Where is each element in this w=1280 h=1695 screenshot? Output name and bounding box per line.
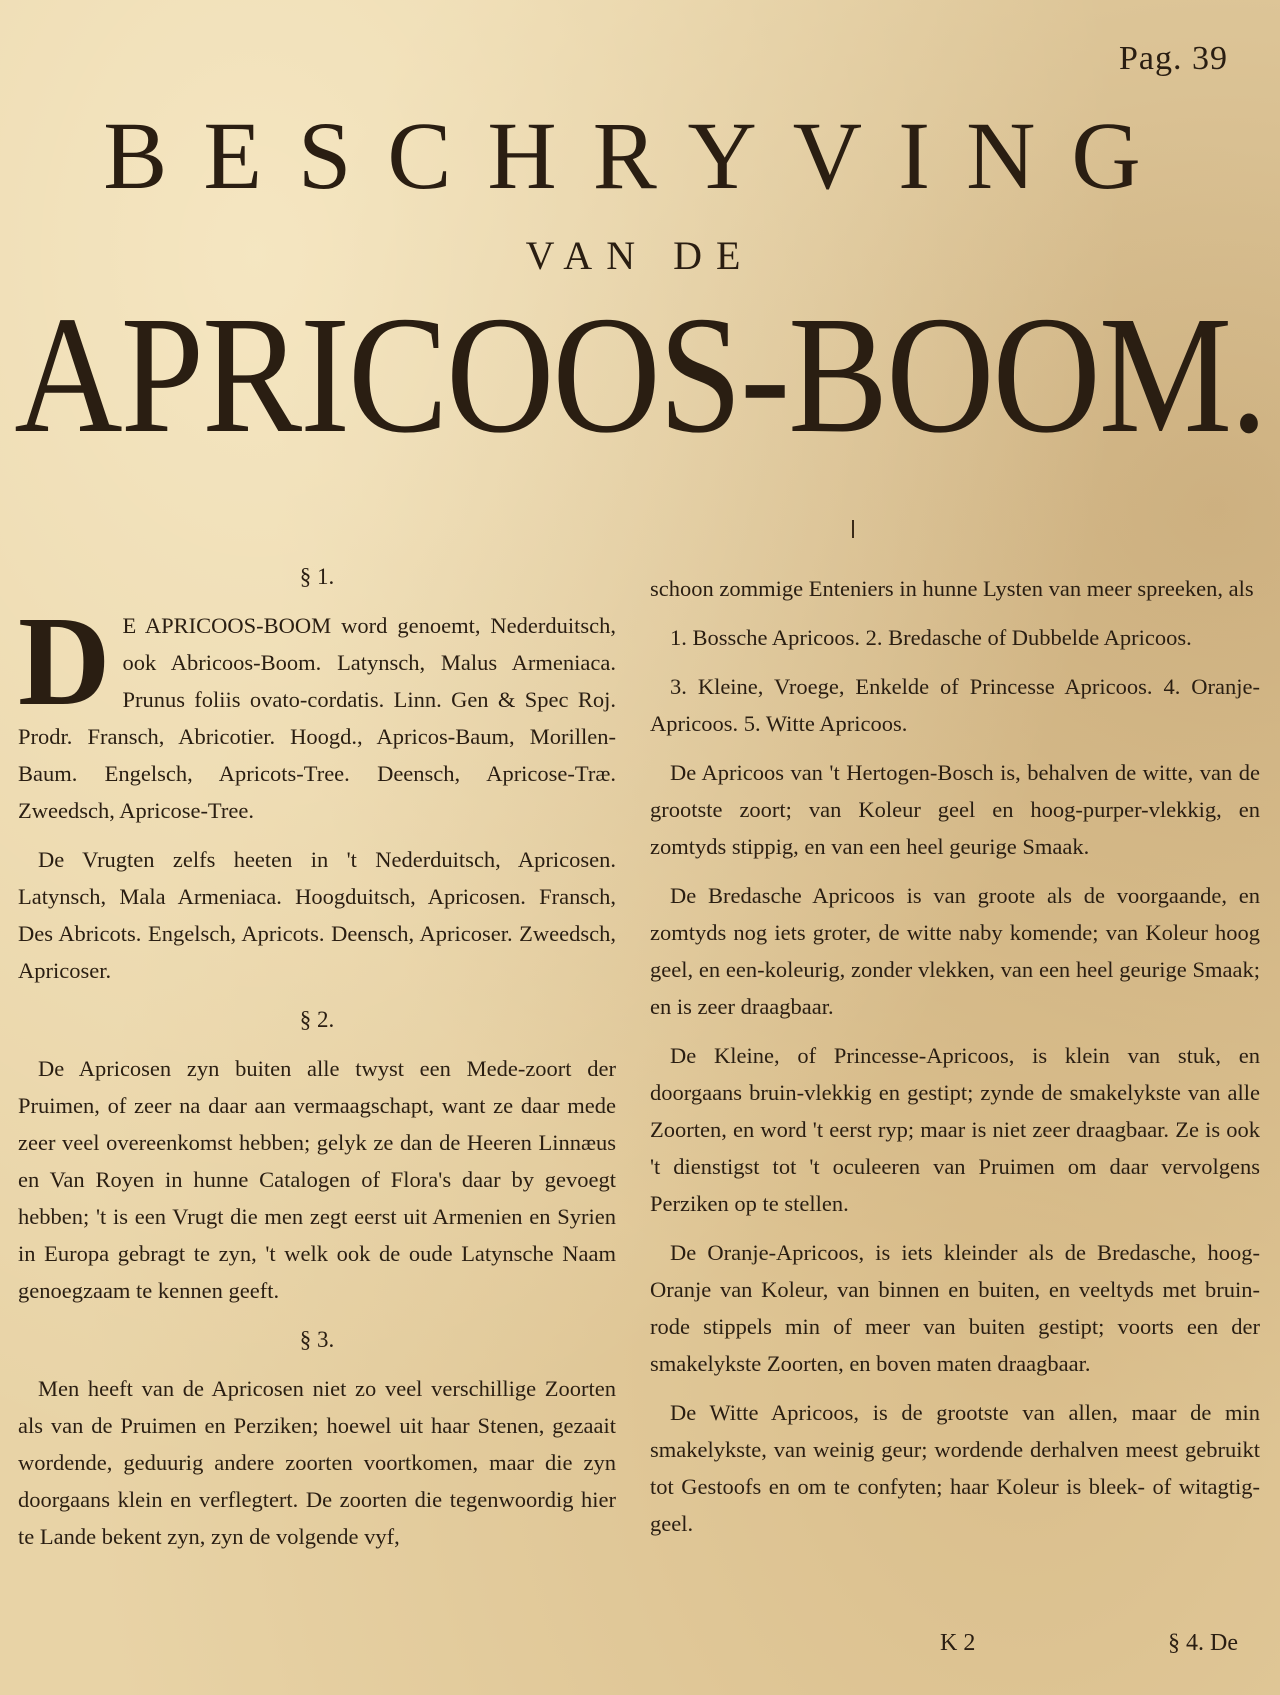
variety-list-line-1: 1. Bossche Apricoos. 2. Bredasche of Dubbelde Apricoos. (670, 625, 1192, 650)
title-line-3: APRICOOS-BOOM. (14, 282, 1266, 468)
column-divider-mark (852, 520, 854, 538)
signature-mark: K 2 (940, 1630, 976, 1656)
page-number: Pag. 39 (1119, 40, 1228, 77)
paragraph-oranje: De Oranje-Apricoos, is iets kleinder als de Bredasche, hoog-Oranje van Koleur, van binnen en buiten, en veeltyds met bruin-rode stippels min of meer van buiten gestipt; voorts een der smakelykste Zoorten, en boven maten draagbaar. (650, 1240, 1260, 1376)
right-column (650, 570, 1260, 1554)
section-heading-2: § 2. (299, 1007, 335, 1032)
paragraph-continuation: schoon zommige Enteniers in hunne Lysten van meer spreeken, als (650, 576, 1254, 601)
paragraph-varieties-intro: Men heeft van de Apricosen niet zo veel verschillige Zoorten als van de Pruimen en Perziken; hoewel uit haar Stenen, gezaait wordende, geduurig andere zoorten voortkomen, maar die zyn doorgaans klein en verflegtert. De zoorten die tegenwoordig hier te Lande bekent zyn, zyn de volgende vyf, (18, 1376, 616, 1549)
section-heading-3: § 3. (299, 1327, 335, 1352)
title-line-2: VAN DE (525, 233, 755, 278)
variety-list-line-2: 3. Kleine, Vroege, Enkelde of Princesse Apricoos. 4. Oranje-Apricoos. 5. Witte Apricoos. (650, 674, 1260, 736)
left-column (18, 552, 616, 1567)
drop-cap: D (18, 590, 111, 732)
paragraph-bossche: De Apricoos van 't Hertogen-Bosch is, behalven de witte, van de grootste zoort; van Koleur geel en hoog-purper-vlekkig, en zomtyds stippig, en van een heel geurige Smaak. (650, 760, 1260, 859)
paragraph-fruit-names: De Vrugten zelfs heeten in 't Nederduitsch, Apricosen. Latynsch, Mala Armeniaca. Hoogduitsch, Apricosen. Fransch, Des Abricots. Engelsch, Apricots. Deensch, Apricoser. Zweedsch, Apricoser. (18, 847, 616, 983)
section-heading-1: § 1. (299, 564, 335, 589)
paragraph-kleine: De Kleine, of Princesse-Apricoos, is klein van stuk, en doorgaans bruin-vlekkig en gestipt; zynde de smakelykste van alle Zoorten, en word 't eerst ryp; maar is niet zeer draagbaar. Ze is ook 't dienstigst tot 't oculeeren van Pruimen om daar vervolgens Perziken op te stellen. (650, 1043, 1260, 1216)
paragraph-bredasche: De Bredasche Apricoos is van groote als de voorgaande, en zomtyds nog iets groter, de witte naby komende; van Koleur hoog geel, en een-koleurig, zonder vlekken, van een heel geurige Smaak; en is zeer draagbaar. (650, 883, 1260, 1019)
title-line-1: BESCHRYVING (103, 102, 1177, 209)
paragraph-intro-text: E APRICOOS-BOOM word genoemt, Nederduitsch, ook Abricoos-Boom. Latynsch, Malus Armeniaca. Prunus foliis ovato-cordatis. Linn. Gen & Spec Roj. Prodr. Fransch, Abricotier. Hoogd., Apricos-Baum, Morillen-Baum. Engelsch, Apricots-Tree. Deensch, Apricose-Træ. Zweedsch, Apricose-Tree. (18, 613, 616, 823)
paragraph-witte: De Witte Apricoos, is de grootste van allen, maar de min smakelykste, van weinig geur; wordende derhalven meest gebruikt tot Gestoofs en om te confyten; haar Koleur is bleek- of witagtig-geel. (650, 1400, 1260, 1536)
catchword: § 4. De (1168, 1630, 1238, 1656)
paragraph-intro (18, 590, 616, 829)
paragraph-origin: De Apricosen zyn buiten alle twyst een Mede-zoort der Pruimen, of zeer na daar aan vermaagschapt, want ze daar mede zeer veel overeenkomst hebben; gelyk ze dan de Heeren Linnæus en Van Royen in hunne Catalogen of Flora's daar by gevoegt hebben; 't is een Vrugt die men zegt eerst uit Armenien en Syrien in Europa gebragt te zyn, 't welk ook de oude Latynsche Naam genoegzaam te kennen geeft. (18, 1056, 616, 1303)
